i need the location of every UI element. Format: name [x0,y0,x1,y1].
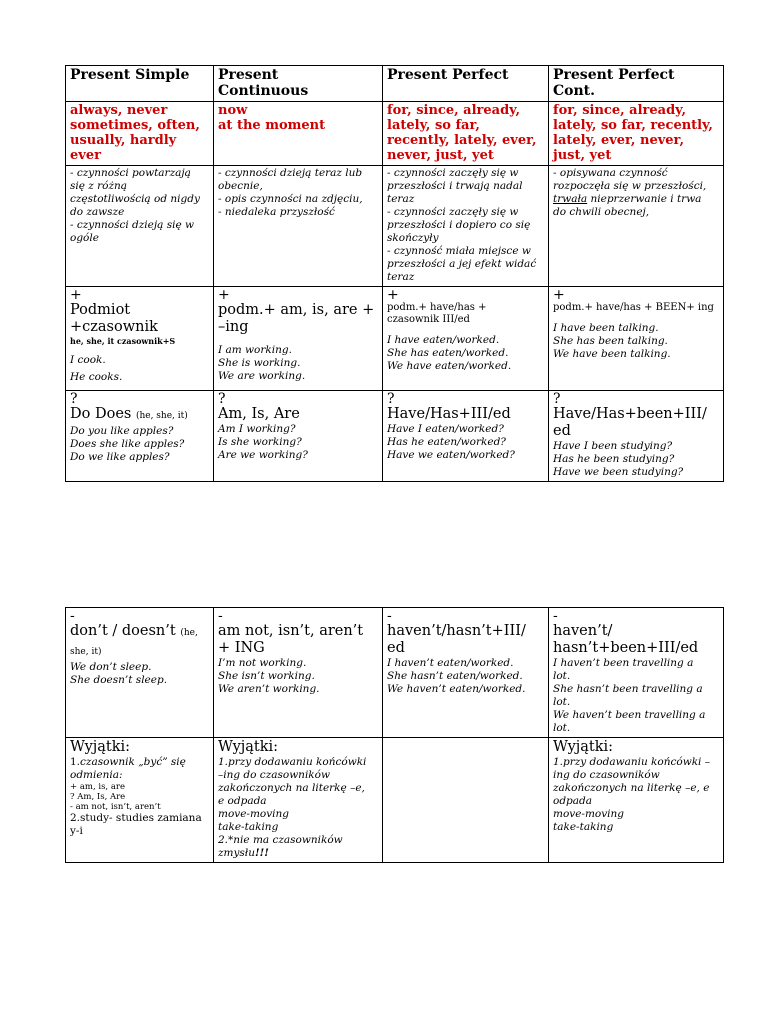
usage-row [66,166,724,287]
formula: Podmiot +czasownik [70,302,158,335]
keywords-present-perfect-continuous: for, since, already, lately, so far, recently, lately, ever, never, just, yet [549,102,724,166]
examples: I have been talking. She has been talking. We have been talking. [553,322,671,360]
formula-note: (he, she, it) [70,628,198,657]
tenses-table-top [65,65,724,482]
affirmative-present-perfect-continuous [549,287,724,391]
minus-symbol: - [387,608,392,624]
keywords-present-perfect: for, since, already, lately, so far, recently, lately, ever, never, just, yet [383,102,549,166]
examples: Am I working? Is she working? Are we working? [218,423,308,461]
header-present-perfect: Present Perfect [383,66,549,102]
example: He cooks. [70,371,123,383]
exception-rule: 1.przy dodawaniu końcówki – ing do czasowników zakończonych na literkę –e, e odpada move-moving take-taking [553,756,710,833]
minus-symbol: - [70,608,75,624]
plus-symbol: + [387,287,399,303]
examples: Have I eaten/worked? Has he eaten/worked? Have we eaten/worked? [387,423,515,461]
exceptions-row [66,738,724,863]
exceptions-title: Wyjątki: [553,739,614,755]
formula: podm.+ have/has + czasownik III/ed [387,302,487,325]
header-present-perfect-continuous: Present Perfect Cont. [549,66,724,102]
tenses-table-bottom [65,607,724,863]
examples: I haven’t eaten/worked. She hasn’t eaten/worked. We haven’t eaten/worked. [387,657,526,695]
affirmative-row [66,287,724,391]
question-present-continuous [214,391,383,482]
plus-symbol: + [218,287,230,303]
exceptions-title: Wyjątki: [218,739,279,755]
examples: I’m not working. She isn’t working. We aren’t working. [218,657,320,695]
exceptions-title: Wyjątki: [70,739,131,755]
minus-symbol: - [553,608,558,624]
formula: am not, isn’t, aren’t + ING [218,623,364,656]
usage-present-perfect: - czynności zaczęły się w przeszłości i trwają nadal teraz - czynności zaczęły się w przeszłości i dopiero co się skończyły - czynność miała miejsce w przeszłości a jej efekt widać teraz [383,166,549,287]
keywords-present-continuous: now at the moment [214,102,383,166]
formula: podm.+ am, is, are + –ing [218,302,375,335]
question-symbol: ? [553,391,561,407]
examples: I haven’t been travelling a lot. She hasn’t been travelling a lot. We haven’t been travelling a lot. [553,657,706,734]
plus-symbol: + [70,287,82,303]
formula: Have/Has+III/ed [387,406,511,422]
affirmative-present-continuous [214,287,383,391]
affirmative-present-perfect [383,287,549,391]
negative-present-perfect-continuous [549,608,724,738]
exception-conjugation: + am, is, are ? Am, Is, Are - am not, isn’t, aren’t [70,782,161,812]
affirmative-present-simple [66,287,214,391]
formula-note: he, she, it czasownik+S [70,336,176,346]
usage-present-simple: - czynności powtarzają się z różną częstotliwością od nigdy do zawsze - czynności dzieją się w ogóle [66,166,214,287]
negative-row [66,608,724,738]
question-symbol: ? [70,391,78,407]
question-symbol: ? [218,391,226,407]
question-present-perfect [383,391,549,482]
negative-present-simple [66,608,214,738]
formula-note: (he, she, it) [135,411,188,421]
header-row [66,66,724,102]
header-present-simple: Present Simple [66,66,214,102]
question-present-perfect-continuous [549,391,724,482]
formula: haven’t/ hasn’t+been+III/ed [553,623,699,656]
keywords-row [66,102,724,166]
formula: Am, Is, Are [218,406,300,422]
examples: We don’t sleep. She doesn’t sleep. [70,661,168,686]
formula: podm.+ have/has + BEEN+ ing [553,302,714,313]
examples: Have I been studying? Has he been studying? Have we been studying? [553,440,684,478]
plus-symbol: + [553,287,565,303]
examples: I have eaten/worked. She has eaten/worked. We have eaten/worked. [387,334,512,372]
usage-present-perfect-continuous: - opisywana czynność rozpoczęła się w przeszłości, trwała nieprzerwanie i trwa do chwili obecnej, [549,166,724,287]
usage-present-continuous: - czynności dzieją teraz lub obecnie, - opis czynności na zdjęciu, - niedaleka przyszłość [214,166,383,287]
examples: Do you like apples? Does she like apples? Do we like apples? [70,425,185,463]
exceptions-present-simple: Wyjątki: 1.czasownik „być” się odmienia: + am, is, are ? Am, Is, Are - am not, isn’t, aren’t 2.study- studies zamiana y-i [66,738,214,863]
negative-present-continuous [214,608,383,738]
exception-spelling: 2.study- studies zamiana y-i [70,812,202,837]
question-row [66,391,724,482]
exceptions-present-perfect [383,738,549,863]
examples: I am working. She is working. We are working. [218,344,306,382]
exceptions-present-continuous: Wyjątki: 1.przy dodawaniu końcówki –ing do czasowników zakończonych na literkę –e, e odpada move-moving take-taking 2.*nie ma czasowników zmysłu!!! [214,738,383,863]
formula: don’t / doesn’t [70,623,181,639]
keywords-present-simple: always, never sometimes, often, usually, hardly ever [66,102,214,166]
example: I cook. [70,354,106,366]
question-symbol: ? [387,391,395,407]
minus-symbol: - [218,608,223,624]
formula: haven’t/hasn’t+III/ ed [387,623,526,656]
header-present-continuous: Present Continuous [214,66,383,102]
formula: Do Does [70,406,136,422]
formula: Have/Has+been+III/ ed [553,406,707,439]
exceptions-present-perfect-continuous [549,738,724,863]
negative-present-perfect [383,608,549,738]
question-present-simple [66,391,214,482]
